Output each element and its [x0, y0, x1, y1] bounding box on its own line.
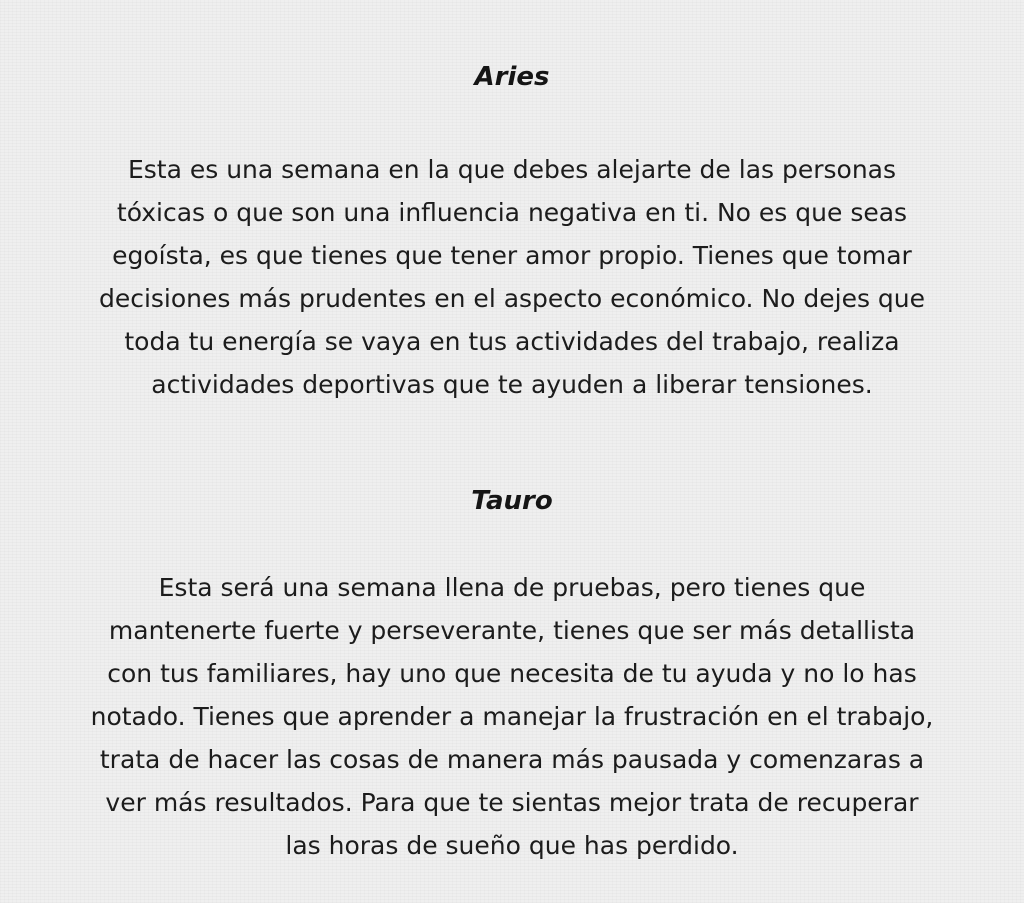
text-line: Esta es una semana en la que debes alejarte de las personas — [127, 155, 897, 184]
text-line: trata de hacer las cosas de manera más pausada y comenzaras a — [99, 745, 925, 774]
text-line: Esta será una semana llena de pruebas, pero tienes que — [158, 573, 866, 602]
text-line: notado. Tienes que aprender a manejar la frustración en el trabajo, — [90, 702, 934, 731]
horoscope-text-tauro — [0, 566, 1024, 867]
text-line: ver más resultados. Para que te sientas mejor trata de recuperar — [105, 788, 919, 817]
horoscope-text-aries — [0, 148, 1024, 406]
sign-title-tauro: Tauro — [471, 486, 553, 516]
text-line: actividades deportivas que te ayuden a liberar tensiones. — [151, 370, 873, 399]
text-line: tóxicas o que son una influencia negativa en ti. No es que seas — [116, 198, 908, 227]
text-line: decisiones más prudentes en el aspecto económico. No dejes que — [98, 284, 926, 313]
text-line: toda tu energía se vaya en tus actividades del trabajo, realiza — [124, 327, 900, 356]
text-line: egoísta, es que tienes que tener amor propio. Tienes que tomar — [112, 241, 912, 270]
text-line: las horas de sueño que has perdido. — [285, 831, 739, 860]
text-line: mantenerte fuerte y perseverante, tienes que ser más detallista — [108, 616, 916, 645]
text-line: con tus familiares, hay uno que necesita de tu ayuda y no lo has — [107, 659, 917, 688]
sign-title-aries: Aries — [474, 62, 550, 92]
